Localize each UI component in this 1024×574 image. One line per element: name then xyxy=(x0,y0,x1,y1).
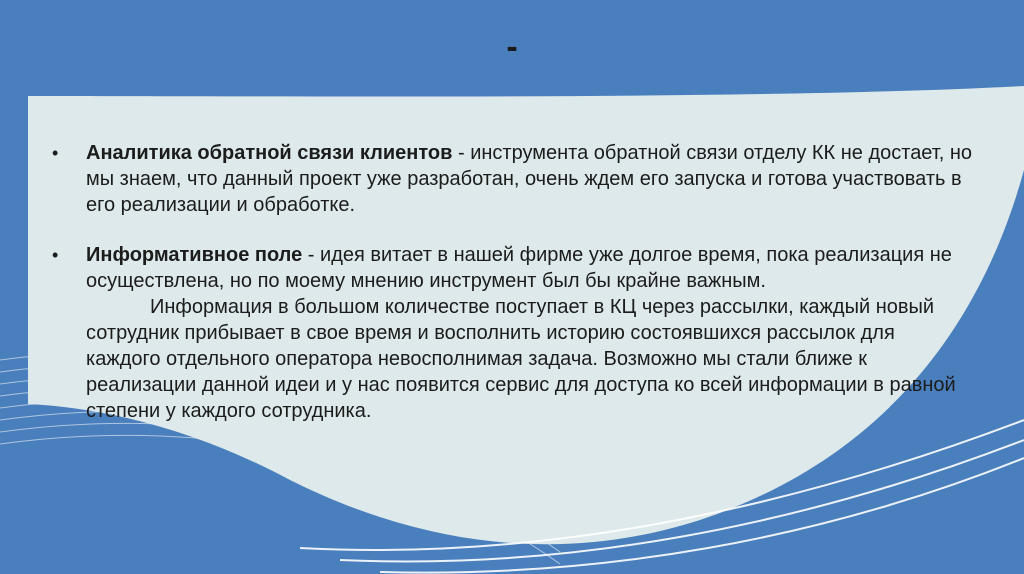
bullet-body: инструмента обратной связи отделу КК не достает, но мы знаем, что данный проект уже разработан, очень ждем его запуска и готова участвовать в его реализации и обработке. xyxy=(86,142,972,216)
bullet-separator: - xyxy=(452,142,471,164)
bullet-text xyxy=(86,242,972,294)
bullet-item xyxy=(52,140,972,218)
bullet-term: Информативное поле xyxy=(86,244,303,266)
bullet-dot-icon: • xyxy=(52,143,59,163)
bullet-body: идея витает в нашей фирме уже долгое время, пока реализация не осуществлена, но по моему мнению инструмент был бы крайне важным. xyxy=(86,244,952,292)
slide-content xyxy=(52,140,972,424)
bullet-term: Аналитика обратной связи клиентов xyxy=(86,142,453,164)
bullet-item xyxy=(52,242,972,294)
bullet-text xyxy=(86,140,972,218)
slide-title: - xyxy=(506,28,518,66)
bullet-separator: - xyxy=(302,244,321,266)
bullet-dot-icon: • xyxy=(52,245,59,265)
info-paragraph: Информация в большом количестве поступает в КЦ через рассылки, каждый новый сотрудник прибывает в свое время и восполнить историю состоявшихся рассылок для каждого отдельного оператора невосполнимая задача. Возможно мы стали ближе к реализации данной идеи и у нас появится сервис для доступа ко всей информации в равной степени у каждого сотрудника. xyxy=(86,296,956,422)
